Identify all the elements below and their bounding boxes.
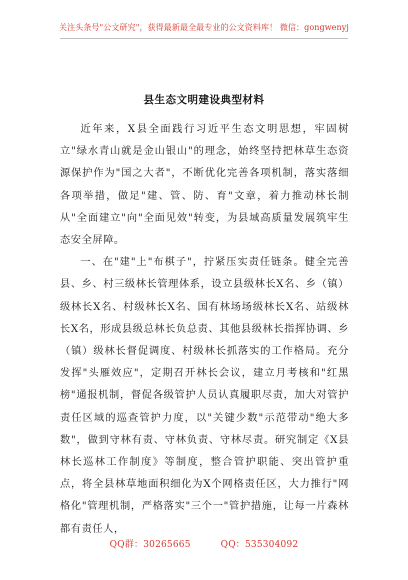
footer-qq-group: QQ群：30265665	[109, 540, 191, 550]
footer-contact	[0, 537, 408, 550]
document-title: 县生态文明建设典型材料	[143, 94, 265, 106]
paragraph-intro: 近年来，X县全面践行习近平生态文明思想，牢固树立"绿水青山就是金山银山"的理念，始终坚持把林草生态资源保护作为"国之大者"，不断优化完善各项机制，落实落细各项举措，做足"建、管、防、育"文章，着力推动林长制从"全面建立"向"全面见效"转变，为县域高质量发展筑牢生态安全屏障。	[60, 124, 349, 247]
header-banner: 关注头条号"公文研究"，获得最新最全最专业的公文资料库！ 微信：gongwenyj	[59, 23, 349, 32]
footer-qq: QQ：535304092	[220, 540, 299, 550]
header-divider	[60, 38, 348, 39]
document-body	[60, 119, 349, 541]
paragraph-section-one: 一、在"建"上"布棋子"，拧紧压实责任链条。健全完善县、乡、村三级林长管理体系，设立县级林长X名、乡（镇）级林长X名、村级林长X名、国有林场场级林长X名、站级林长X名，形成县级总林长负总责、其他县级林长指挥协调、乡（镇）级林长督促调度、村级林长抓落实的工作格局。充分发挥"头雁效应"，定期召开林长会议，建立月考核和"红黑榜"通报机制，督促各级管护人员认真履职尽责，加大对管护责任区域的巡查管护力度，以"关键少数"示范带动"绝大多数"，做到守林有责、守林负责、守林尽责。研究制定《X县林长巡林工作制度》等制度，整合管护职能、突出管护重点，将全县林草地面积细化为X个网格责任区，大力推行"网格化"管理机制，严格落实"三个一"管护措施，让每一片森林都有责任人，	[60, 257, 349, 535]
